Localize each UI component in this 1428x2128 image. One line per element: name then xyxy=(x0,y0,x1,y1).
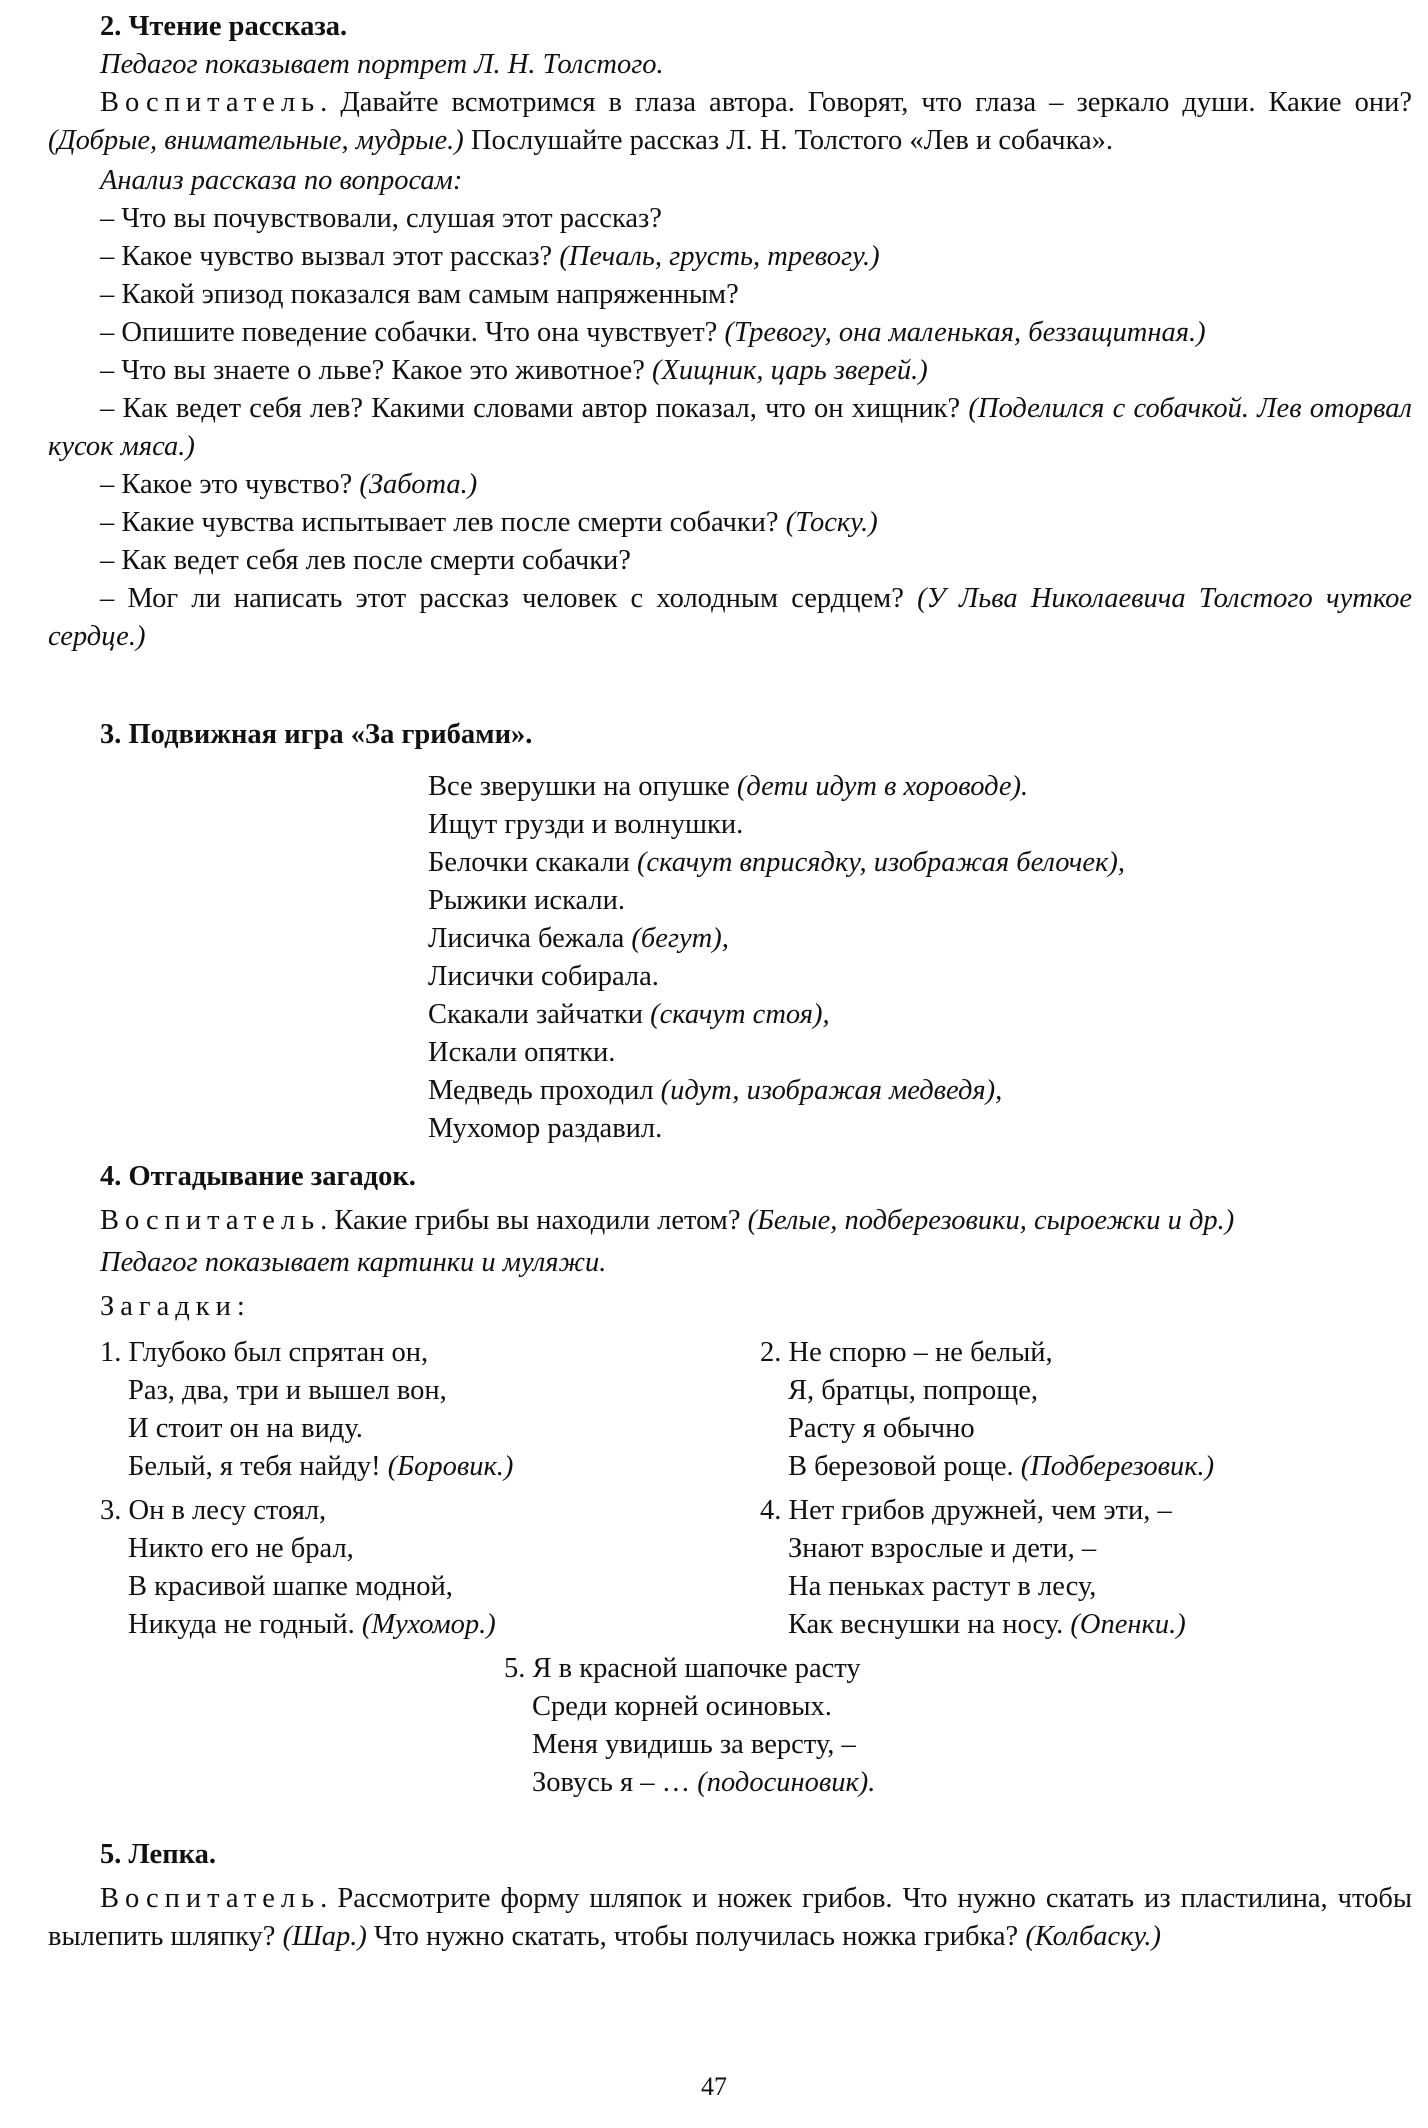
educator-speech-3: Воспитатель. Рассмотрите форму шляпок и ножек грибов. Что нужно скатать из пластилина, чтобы вылепить шляпку? (Шар.) Что нужно скатать, чтобы получилась ножка грибка? (Колбаску.) xyxy=(48,1883,1412,1952)
list-item: – Что вы знаете о льве? Какое это животное? (Хищник, царь зверей.) xyxy=(100,355,928,386)
pictures-note: Педагог показывает картинки и муляжи. xyxy=(100,1247,607,1278)
riddle-1: 1. Глубоко был спрятан он, Раз, два, три и вышел вон, И стоит он на виду. Белый, я тебя найду! (Боровик.) xyxy=(100,1337,514,1482)
speech-tail: Послушайте рассказ Л. Н. Толстого «Лев и собачка». xyxy=(463,125,1114,156)
poem-line: Лисички собирала. xyxy=(428,961,659,992)
speaker-label: Воспитатель xyxy=(100,1883,321,1914)
list-item: – Как ведет себя лев после смерти собачки? xyxy=(100,545,631,576)
game-poem xyxy=(428,768,1412,1148)
list-item: – Какое это чувство? (Забота.) xyxy=(100,469,478,500)
section-4-heading: 4. Отгадывание загадок. xyxy=(100,1161,416,1192)
portrait-note: Педагог показывает портрет Л. Н. Толстого. xyxy=(100,49,664,80)
list-item: – Какие чувства испытывает лев после смерти собачки? (Тоску.) xyxy=(100,507,878,538)
list-item: – Что вы почувствовали, слушая этот рассказ? xyxy=(100,203,662,234)
poem-line: Ищут грузди и волнушки. xyxy=(428,809,744,840)
list-item: – Какой эпизод показался вам самым напряженным? xyxy=(100,279,739,310)
riddles-label: Загадки: xyxy=(100,1291,251,1322)
poem-line: Медведь проходил (идут, изображая медведя), xyxy=(428,1075,1003,1106)
analysis-note: Анализ рассказа по вопросам: xyxy=(100,165,463,196)
list-item: – Как ведет себя лев? Какими словами автор показал, что он хищник? (Поделился с собачкой. Лев оторвал кусок мяса.) xyxy=(48,393,1412,462)
list-item: – Мог ли написать этот рассказ человек с холодным сердцем? (У Льва Николаевича Толстого чуткое сердце.) xyxy=(48,583,1412,652)
list-item: – Опишите поведение собачки. Что она чувствует? (Тревогу, она маленькая, беззащитная.) xyxy=(100,317,1206,348)
section-3-heading: 3. Подвижная игра «За грибами». xyxy=(100,719,533,750)
poem-line: Рыжики искали. xyxy=(428,885,625,916)
riddle-3: 3. Он в лесу стоял, Никто его не брал, В красивой шапке модной, Никуда не годный. (Мухомор.) xyxy=(100,1495,496,1640)
speaker-label: Воспитатель xyxy=(100,87,321,118)
poem-line: Все зверушки на опушке (дети идут в хороводе). xyxy=(428,771,1029,802)
educator-speech-1 xyxy=(48,84,1412,160)
list-item: – Какое чувство вызвал этот рассказ? (Печаль, грусть, тревогу.) xyxy=(100,241,880,272)
educator-speech-2: Воспитатель. Какие грибы вы находили летом? (Белые, подберезовики, сыроежки и др.) xyxy=(100,1205,1235,1236)
poem-line: Мухомор раздавил. xyxy=(428,1113,663,1144)
riddle-4: 4. Нет грибов дружней, чем эти, – Знают взрослые и дети, – На пеньках растут в лесу, Как веснушки на носу. (Опенки.) xyxy=(760,1495,1186,1640)
section-2-heading: 2. Чтение рассказа. xyxy=(100,11,348,42)
poem-line: Искали опятки. xyxy=(428,1037,616,1068)
speech-text: . Давайте всмотримся в глаза автора. Говорят, что глаза – зеркало души. Какие они? xyxy=(320,87,1412,118)
section-5-heading: 5. Лепка. xyxy=(100,1839,216,1870)
poem-line: Белочки скакали (скачут вприсядку, изображая белочек), xyxy=(428,847,1125,878)
poem-line: Скакали зайчатки (скачут стоя), xyxy=(428,999,830,1030)
speaker-label: Воспитатель xyxy=(100,1205,321,1236)
questions-list xyxy=(48,200,1412,656)
riddle-2: 2. Не спорю – не белый, Я, братцы, попроще, Расту я обычно В березовой роще. (Подберезовик.) xyxy=(760,1337,1215,1482)
poem-line: Лисичка бежала (бегут), xyxy=(428,923,729,954)
speech-answer: (Добрые, внимательные, мудрые.) xyxy=(48,125,464,156)
page-number: 47 xyxy=(701,2072,727,2101)
riddle-5: 5. Я в красной шапочке расту Среди корней осиновых. Меня увидишь за версту, – Зовусь я – … (подосиновик). xyxy=(504,1653,876,1798)
